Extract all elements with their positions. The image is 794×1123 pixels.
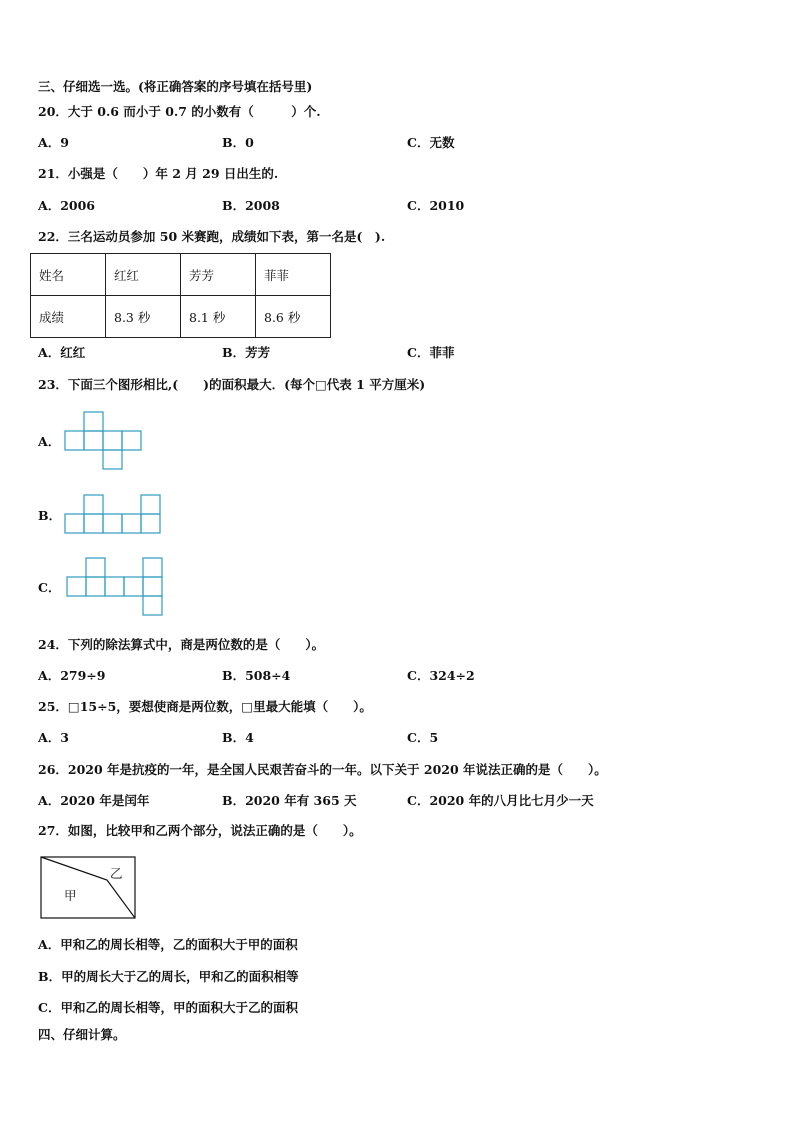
q24-stem: 24．下列的除法算式中，商是两位数的是（ ）。 <box>38 637 325 652</box>
table-cell: 红红 <box>106 254 181 296</box>
q22-stem: 22．三名运动员参加 50 米赛跑，成绩如下表，第一名是( ). <box>38 229 386 244</box>
q25-stem: 25．□15÷5，要想使商是两位数，□里最大能填（ ）。 <box>38 699 372 714</box>
figure-b-square <box>122 514 141 533</box>
q22-option-a: A．红红 <box>38 345 86 360</box>
figure-c-square <box>143 558 162 577</box>
table-cell: 8.3 秒 <box>106 296 181 338</box>
q25-option-a: A．3 <box>38 730 69 745</box>
q22-option-c: C．菲菲 <box>407 345 455 360</box>
section-3-heading: 三、仔细选一选。(将正确答案的序号填在括号里) <box>38 79 313 94</box>
q24-option-a: A．279÷9 <box>38 668 106 683</box>
q27-option-a: A．甲和乙的周长相等，乙的面积大于甲的面积 <box>38 937 298 952</box>
figure-a-square <box>84 431 103 450</box>
q26-option-a: A．2020 年是闰年 <box>38 793 150 808</box>
q20-stem: 20．大于 0.6 而小于 0.7 的小数有（ ）个. <box>38 104 321 119</box>
figure-27-rectangle <box>40 856 138 921</box>
q23-option-c: C． <box>38 580 61 595</box>
section-4-heading: 四、仔细计算。 <box>38 1027 126 1042</box>
figure-b-square <box>65 514 84 533</box>
q23-option-b: B． <box>38 508 62 523</box>
figure-b-square <box>84 514 103 533</box>
figure-a-square <box>103 450 122 469</box>
figure-c-square <box>105 577 124 596</box>
figure-a-square <box>103 431 122 450</box>
figure-27-jia-label: 甲 <box>64 888 77 903</box>
q21-option-b: B．2008 <box>222 198 280 213</box>
figure-a-square <box>65 431 84 450</box>
score-table <box>30 253 331 338</box>
q21-option-c: C．2010 <box>407 198 465 213</box>
table-cell: 8.6 秒 <box>256 296 331 338</box>
table-row <box>31 254 331 296</box>
q26-option-b: B．2020 年有 365 天 <box>222 793 357 808</box>
figure-c-shape <box>66 557 166 617</box>
figure-a-square <box>122 431 141 450</box>
figure-b-square <box>103 514 122 533</box>
q20-option-b: B．0 <box>222 135 254 150</box>
table-cell: 8.1 秒 <box>181 296 256 338</box>
q22-option-b: B．芳芳 <box>222 345 271 360</box>
figure-a-shape <box>64 411 144 471</box>
q27-stem: 27．如图，比较甲和乙两个部分，说法正确的是（ ）。 <box>38 823 362 838</box>
table-cell: 姓名 <box>31 254 106 296</box>
figure-27-yi-label: 乙 <box>110 866 123 881</box>
q23-stem: 23．下面三个图形相比,( )的面积最大．(每个□代表 1 平方厘米) <box>38 377 426 392</box>
figure-c-square <box>143 596 162 615</box>
figure-b-shape <box>64 494 164 536</box>
q25-option-c: C．5 <box>407 730 439 745</box>
figure-b-square <box>141 514 160 533</box>
figure-a-square <box>84 412 103 431</box>
figure-c-square <box>143 577 162 596</box>
figure-b-square <box>84 495 103 514</box>
q25-option-b: B．4 <box>222 730 254 745</box>
q24-option-b: B．508÷4 <box>222 668 291 683</box>
q21-stem: 21．小强是（ ）年 2 月 29 日出生的. <box>38 166 279 181</box>
q21-option-a: A．2006 <box>38 198 95 213</box>
q27-option-b: B．甲的周长大于乙的周长，甲和乙的面积相等 <box>38 969 299 984</box>
table-row <box>31 296 331 338</box>
figure-c-square <box>124 577 143 596</box>
q20-option-c: C．无数 <box>407 135 455 150</box>
q20-option-a: A．9 <box>38 135 69 150</box>
q24-option-c: C．324÷2 <box>407 668 475 683</box>
q26-stem: 26．2020 年是抗疫的一年，是全国人民艰苦奋斗的一年。以下关于 2020 年说法正确的是（ ）。 <box>38 762 607 777</box>
q27-option-c: C．甲和乙的周长相等，甲的面积大于乙的面积 <box>38 1000 298 1015</box>
figure-c-square <box>67 577 86 596</box>
q26-option-c: C．2020 年的八月比七月少一天 <box>407 793 594 808</box>
figure-c-square <box>86 558 105 577</box>
table-cell: 芳芳 <box>181 254 256 296</box>
table-cell: 成绩 <box>31 296 106 338</box>
table-cell: 菲菲 <box>256 254 331 296</box>
figure-c-square <box>86 577 105 596</box>
q23-option-a: A． <box>38 434 61 449</box>
figure-b-square <box>141 495 160 514</box>
